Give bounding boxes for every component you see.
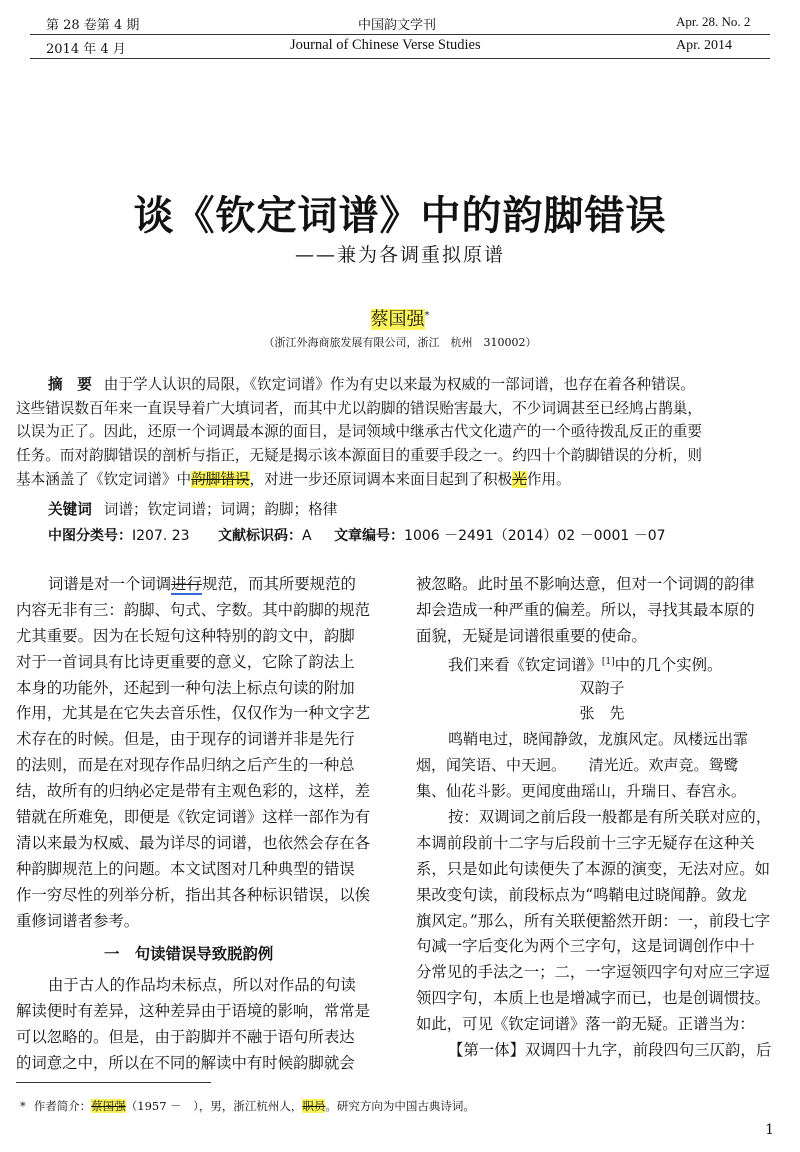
body-line: 解读便时有差异，这种差异由于语境的影响，常常是 bbox=[16, 1002, 370, 1021]
abstract-line: 由于学人认识的局限，《钦定词谱》作为有史以来最为权威的一部词谱，也存在着各种错误。 bbox=[103, 376, 695, 393]
body-line: 的词意之中，所以在不同的解读中有时候韵脚就会 bbox=[16, 1054, 355, 1073]
annotated-word: 进行 bbox=[171, 575, 202, 593]
footnote-prefix: 作者简介： bbox=[33, 1099, 92, 1113]
poem-line: 集、仙花斗影。更闻度曲瑶山，升瑞日、春宫永。 bbox=[416, 782, 747, 801]
poem-line: 鸣鞘电过，晓闻静敛，龙旗风定。凤楼远出霏 bbox=[448, 730, 749, 749]
body-line: 种韵脚规范上的问题。本文试图对几种典型的错误 bbox=[16, 859, 355, 878]
header-rule-bottom bbox=[30, 58, 770, 59]
doc-code-label: 文献标识码： bbox=[218, 528, 303, 544]
body-line: 术存在的时候。但是，由于现存的词谱并非是先行 bbox=[16, 730, 355, 749]
body-line: 本调前段前十二字与后段前十三字无疑存在这种关 bbox=[416, 833, 755, 852]
clc-label: 中图分类号： bbox=[48, 528, 132, 544]
abstract bbox=[16, 373, 784, 492]
abstract-label: 摘 要 bbox=[48, 376, 92, 393]
affiliation: （浙江外海商旅发展有限公司，浙江 杭州 310002） bbox=[263, 336, 537, 349]
body-line: 按：双调词之前后段一般都是有所关联对应的， bbox=[448, 808, 772, 827]
body-line: 中的几个实例。 bbox=[614, 655, 723, 674]
article-number-value: 1006 －2491（2014）02 －0001 －07 bbox=[404, 528, 666, 544]
clc-value: I207. 23 bbox=[132, 528, 190, 544]
body-line: 由于古人的作品均未标点，所以对作品的句读 bbox=[48, 976, 356, 995]
body-line: 作一穷尽性的列举分析，指出其各种标识错误，以俟 bbox=[16, 885, 370, 904]
right-column bbox=[416, 572, 788, 1064]
body-line: 被忽略。此时虽不影响达意，但对一个词调的韵律 bbox=[416, 575, 755, 593]
page-subtitle: ——兼为各调重拟原谱 bbox=[294, 244, 505, 266]
body-line: 我们来看《钦定词谱》 bbox=[448, 655, 602, 674]
body-line: 面貌，无疑是词谱很重要的使命。 bbox=[416, 626, 647, 645]
body-line: 作用，尤其是在它失去音乐性，仅仅作为一种文字艺 bbox=[16, 704, 370, 723]
body-line: 清以来最为权威、最为详尽的词谱，也依然会存在各 bbox=[16, 833, 370, 852]
footnote-mid: （1957 － ），男，浙江杭州人， bbox=[125, 1099, 303, 1113]
abstract-line: 以误为正了。因此，还原一个词调最本源的面目，是词领域中继承古代文化遗产的一个亟待拨乱反正的重要 bbox=[16, 423, 702, 441]
footnote-rule bbox=[16, 1082, 211, 1083]
classification bbox=[48, 525, 666, 545]
citation-ref: [1] bbox=[601, 656, 615, 667]
footnote-title: 职员 bbox=[302, 1099, 326, 1113]
body-line: 内容无非有三：韵脚、句式、字数。其中韵脚的规范 bbox=[16, 600, 370, 619]
author-name: 蔡国强 bbox=[370, 309, 425, 330]
body-line: 词谱是对一个词调 bbox=[48, 575, 172, 593]
footnote bbox=[20, 1098, 475, 1114]
footnote-author-name: 蔡国强 bbox=[91, 1099, 126, 1113]
body-line: 却会造成一种严重的偏差。所以，寻找其最本原的 bbox=[416, 600, 755, 619]
page-title: 谈《钦定词谱》中的韵脚错误 bbox=[133, 193, 667, 239]
author-footnote-mark: * bbox=[424, 310, 430, 321]
body-line: 对于一首词具有比诗更重要的意义，它除了韵法上 bbox=[16, 652, 355, 671]
abstract-line: 基本涵盖了《钦定词谱》中 bbox=[16, 470, 192, 488]
section-heading: 一 句读错误导致脱韵例 bbox=[104, 945, 274, 964]
body-line: 系，只是如此句读便失了本源的演变，无法对应。如 bbox=[416, 859, 770, 878]
body-line: 可以忽略的。但是，由于韵脚并不融于语句所表达 bbox=[16, 1028, 355, 1047]
header-rule-top bbox=[30, 34, 770, 35]
footnote-mark: * bbox=[20, 1099, 26, 1113]
poem-author: 张 先 bbox=[579, 704, 625, 723]
abstract-line: 这些错误数百年来一直误导着广大填词者，而其中尤以韵脚的错误贻害最大，不少词调甚至已经鸠占鹊巢， bbox=[16, 399, 702, 417]
abstract-line: 任务。而对韵脚错误的剖析与指正，无疑是揭示该本源面目的重要手段之一。约四十个韵脚错误的分析，则 bbox=[16, 447, 702, 465]
left-column bbox=[16, 572, 396, 1077]
body-line: 领四字句，本质上也是增减字而已，也是创调惯技。 bbox=[416, 989, 770, 1008]
body-line: 本身的功能外，还起到一种句法上标点句读的附加 bbox=[16, 678, 355, 697]
body-line: 句减一字后变化为两个三字句，这是词调创作中十 bbox=[416, 937, 755, 956]
article-number-label: 文章编号： bbox=[334, 528, 405, 544]
body-line: 错就在所难免，即便是《钦定词谱》这样一部作为有 bbox=[16, 808, 370, 827]
header-date-en: Apr. 2014 bbox=[676, 38, 732, 53]
highlighted-phrase: 韵脚错误 bbox=[191, 470, 250, 488]
keywords-text: 词谱；钦定词谱；词调；韵脚；格律 bbox=[103, 501, 338, 518]
body-line: 旗风定。”那么，所有关联便豁然开朗：一，前段七字 bbox=[416, 911, 771, 930]
header-date-cn: 2014 年 4 月 bbox=[46, 42, 126, 57]
keywords bbox=[48, 498, 337, 519]
body-line: 尤其重要。因为在长短句这种特别的韵文中，韵脚 bbox=[16, 626, 355, 645]
body-line: 规范，而其所要规范的 bbox=[201, 575, 356, 593]
body-line: 的法则，而是在对现存作品归纳之后产生的一种总 bbox=[16, 756, 355, 775]
header-journal-en: Journal of Chinese Verse Studies bbox=[290, 37, 481, 53]
body-line: 分常见的手法之一；二，一字逗领四字句对应三字逗 bbox=[416, 963, 770, 982]
body-line: 重修词谱者参考。 bbox=[16, 911, 140, 930]
author bbox=[0, 305, 800, 331]
poem-title: 双韵子 bbox=[579, 678, 625, 697]
header-journal-cn: 中国韵文学刊 bbox=[358, 18, 437, 33]
header-volume-issue-en: Apr. 28. No. 2 bbox=[676, 14, 751, 29]
body-line: 如此，可见《钦定词谱》落一韵无疑。正谱当为： bbox=[416, 1015, 755, 1034]
header-volume-issue: 第 28 卷第 4 期 bbox=[46, 18, 140, 33]
body-line: 果改变句读，前段标点为“鸣鞘电过晓闻静。敛龙 bbox=[416, 885, 748, 904]
footnote-post: 。研究方向为中国古典诗词。 bbox=[325, 1099, 475, 1113]
page-number: 1 bbox=[765, 1122, 774, 1138]
highlighted-char: 光 bbox=[512, 470, 527, 488]
abstract-line: 作用。 bbox=[526, 470, 571, 488]
keywords-label: 关键词 bbox=[48, 501, 92, 518]
body-line: 【第一体】双调四十九字，前段四句三仄韵，后 bbox=[448, 1041, 772, 1060]
doc-code-value: A bbox=[302, 528, 312, 544]
abstract-line: ，对进一步还原词调本来面目起到了积极 bbox=[249, 470, 513, 488]
poem-line: 烟，闻笑语、中天迥。 清光近。欢声竞。鸳鹭 bbox=[416, 756, 739, 775]
body-line: 结，故所有的归纳必定是带有主观色彩的，这样，差 bbox=[16, 782, 370, 801]
